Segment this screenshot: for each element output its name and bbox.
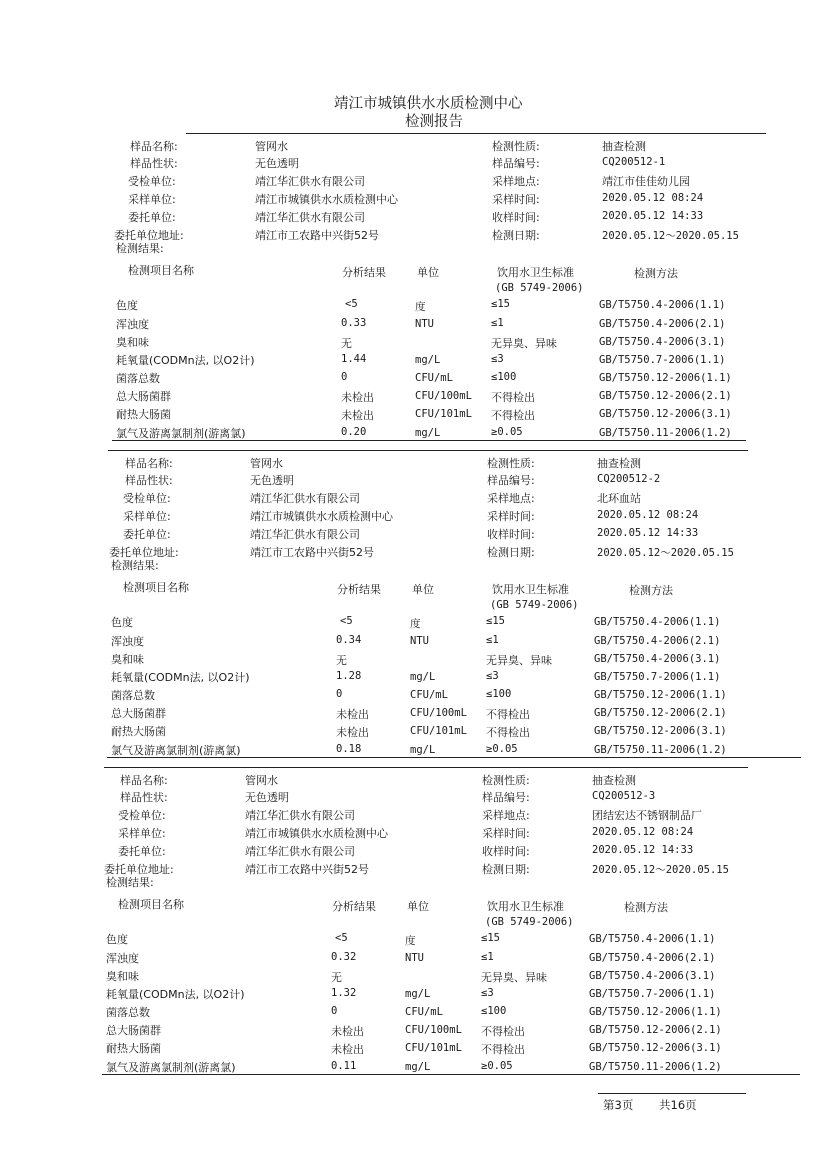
- cell-standard: 不得检出: [491, 409, 535, 422]
- field-value-sample-no: CQ200512-1: [602, 156, 666, 168]
- cell-method: GB/T5750.11-2006(1.2): [594, 744, 727, 756]
- col-header-standard: 饮用水卫生标准: [497, 266, 574, 279]
- cell-method: GB/T5750.4-2006(2.1): [589, 952, 716, 964]
- cell-result: 1.28: [336, 670, 362, 682]
- field-label-sampling-site: 采样地点:: [482, 809, 530, 822]
- cell-result: 1.44: [341, 353, 367, 365]
- cell-unit: mg/L: [410, 671, 436, 683]
- cell-method: GB/T5750.7-2006(1.1): [589, 988, 716, 1000]
- cell-standard: ≤1: [491, 317, 504, 329]
- field-value-sample-no: CQ200512-2: [597, 473, 661, 485]
- col-header-unit: 单位: [407, 900, 429, 913]
- field-value-client-address: 靖江市工农路中兴街52号: [255, 229, 379, 242]
- field-value-test-date: 2020.05.12～2020.05.15: [602, 230, 739, 242]
- col-header-method: 检测方法: [634, 267, 678, 280]
- cell-item: 浑浊度: [106, 952, 139, 965]
- cell-item: 耗氧量(CODMn法, 以O2计): [106, 988, 245, 1001]
- cell-method: GB/T5750.12-2006(1.1): [594, 689, 727, 701]
- field-label-inspected-unit: 受检单位:: [123, 492, 171, 505]
- cell-result: 未检出: [336, 726, 369, 739]
- cell-result: 0.11: [331, 1060, 357, 1072]
- cell-method: GB/T5750.4-2006(3.1): [594, 653, 721, 665]
- field-value-receive-time: 2020.05.12 14:33: [592, 844, 694, 856]
- field-label-receive-time: 收样时间:: [492, 211, 540, 224]
- cell-item: 氯气及游离氯制剂(游离氯): [106, 1061, 236, 1074]
- cell-unit: mg/L: [405, 988, 431, 1000]
- field-label-sampling-unit: 采样单位:: [123, 510, 171, 523]
- cell-method: GB/T5750.12-2006(2.1): [594, 707, 727, 719]
- cell-standard: 不得检出: [481, 1043, 525, 1056]
- field-label-receive-time: 收样时间:: [482, 845, 530, 858]
- field-value-sampling-site: 团结宏达不锈钢制品厂: [592, 809, 702, 822]
- cell-standard: ≤15: [486, 615, 505, 627]
- cell-method: GB/T5750.11-2006(1.2): [589, 1061, 722, 1073]
- cell-unit: CFU/mL: [405, 1006, 443, 1018]
- cell-standard: ≤1: [486, 634, 499, 646]
- field-value-sampling-time: 2020.05.12 08:24: [602, 192, 704, 204]
- cell-standard: ≤1: [481, 951, 494, 963]
- field-label-client-address: 委托单位地址:: [104, 863, 174, 876]
- cell-standard: ≥0.05: [486, 743, 518, 755]
- field-label-sampling-time: 采样时间:: [487, 510, 535, 523]
- cell-result: <5: [340, 615, 353, 627]
- field-label-test-date: 检测日期:: [482, 863, 530, 876]
- field-value-test-date: 2020.05.12～2020.05.15: [592, 864, 729, 876]
- cell-standard: 无异臭、异味: [491, 337, 557, 350]
- cell-method: GB/T5750.12-2006(3.1): [594, 725, 727, 737]
- cell-item: 氯气及游离氯制剂(游离氯): [111, 744, 241, 757]
- field-value-client-address: 靖江市工农路中兴街52号: [245, 863, 369, 876]
- cell-unit: 度: [405, 935, 416, 947]
- field-label-nature: 检测性质:: [487, 457, 535, 470]
- field-label-sample-state: 样品性状:: [130, 157, 178, 170]
- cell-result: 未检出: [341, 391, 374, 404]
- cell-standard: 无异臭、异味: [486, 654, 552, 667]
- results-label: 检测结果:: [106, 876, 154, 889]
- cell-result: <5: [345, 298, 358, 310]
- cell-method: GB/T5750.4-2006(3.1): [589, 970, 716, 982]
- field-label-client-unit: 委托单位:: [118, 845, 166, 858]
- cell-standard: ≤15: [491, 298, 510, 310]
- cell-result: 0.34: [336, 634, 362, 646]
- cell-method: GB/T5750.4-2006(1.1): [589, 933, 716, 945]
- field-value-client-unit: 靖江华汇供水有限公司: [250, 528, 360, 541]
- cell-method: GB/T5750.12-2006(3.1): [599, 408, 732, 420]
- field-value-sampling-site: 北环血站: [597, 492, 641, 505]
- field-label-test-date: 检测日期:: [487, 546, 535, 559]
- field-value-sample-name: 管网水: [245, 774, 278, 787]
- cell-standard: ≤100: [491, 371, 517, 383]
- field-label-sample-no: 样品编号:: [492, 157, 540, 170]
- field-label-receive-time: 收样时间:: [487, 528, 535, 541]
- cell-standard: 不得检出: [486, 726, 530, 739]
- cell-method: GB/T5750.12-2006(1.1): [599, 372, 732, 384]
- field-label-test-date: 检测日期:: [492, 229, 540, 242]
- field-value-inspected-unit: 靖江华汇供水有限公司: [250, 492, 360, 505]
- results-label: 检测结果:: [111, 559, 159, 572]
- cell-method: GB/T5750.4-2006(3.1): [599, 336, 726, 348]
- cell-item: 色度: [111, 616, 133, 629]
- field-label-sampling-time: 采样时间:: [492, 193, 540, 206]
- cell-item: 耐热大肠菌: [106, 1042, 161, 1055]
- col-header-standard: 饮用水卫生标准: [492, 583, 569, 596]
- cell-standard: ≤3: [486, 670, 499, 682]
- cell-item: 臭和味: [111, 653, 144, 666]
- cell-item: 浑浊度: [111, 635, 144, 648]
- col-header-standard-code: (GB 5749-2006): [490, 599, 579, 611]
- cell-method: GB/T5750.7-2006(1.1): [594, 671, 721, 683]
- cell-item: 菌落总数: [106, 1006, 150, 1019]
- field-value-sampling-time: 2020.05.12 08:24: [592, 826, 694, 838]
- cell-method: GB/T5750.4-2006(1.1): [599, 299, 726, 311]
- cell-item: 耐热大肠菌: [111, 725, 166, 738]
- col-header-standard-code: (GB 5749-2006): [485, 916, 574, 928]
- col-header-result: 分析结果: [337, 583, 381, 596]
- field-label-sampling-unit: 采样单位:: [128, 193, 176, 206]
- cell-result: 未检出: [331, 1025, 364, 1038]
- col-header-item: 检测项目名称: [128, 264, 194, 277]
- cell-unit: CFU/mL: [415, 372, 453, 384]
- cell-item: 浑浊度: [116, 318, 149, 331]
- cell-standard: ≤3: [491, 353, 504, 365]
- cell-standard: ≤100: [481, 1005, 507, 1017]
- cell-result: 无: [341, 337, 352, 350]
- cell-result: 0: [331, 1005, 338, 1017]
- field-value-sampling-unit: 靖江市城镇供水水质检测中心: [245, 827, 388, 840]
- field-value-test-date: 2020.05.12～2020.05.15: [597, 547, 734, 559]
- field-label-client-unit: 委托单位:: [123, 528, 171, 541]
- field-label-sampling-site: 采样地点:: [487, 492, 535, 505]
- field-value-sampling-time: 2020.05.12 08:24: [597, 509, 699, 521]
- field-label-sampling-unit: 采样单位:: [118, 827, 166, 840]
- field-value-inspected-unit: 靖江华汇供水有限公司: [245, 809, 355, 822]
- cell-item: 总大肠菌群: [111, 707, 166, 720]
- cell-result: 0: [336, 688, 343, 700]
- cell-standard: ≥0.05: [491, 426, 523, 438]
- cell-result: 无: [331, 971, 342, 984]
- field-label-sampling-site: 采样地点:: [492, 175, 540, 188]
- cell-unit: CFU/101mL: [405, 1042, 462, 1054]
- cell-method: GB/T5750.4-2006(2.1): [594, 635, 721, 647]
- field-value-nature: 抽查检测: [592, 774, 636, 787]
- col-header-unit: 单位: [417, 266, 439, 279]
- cell-standard: 不得检出: [481, 1025, 525, 1038]
- cell-method: GB/T5750.12-2006(2.1): [589, 1024, 722, 1036]
- cell-standard: 无异臭、异味: [481, 971, 547, 984]
- field-label-sample-name: 样品名称:: [120, 774, 168, 787]
- field-label-sample-no: 样品编号:: [482, 791, 530, 804]
- field-label-sampling-time: 采样时间:: [482, 827, 530, 840]
- cell-item: 总大肠菌群: [106, 1024, 161, 1037]
- cell-standard: ≥0.05: [481, 1060, 513, 1072]
- cell-result: 未检出: [336, 708, 369, 721]
- cell-item: 耗氧量(CODMn法, 以O2计): [116, 354, 255, 367]
- field-value-client-address: 靖江市工农路中兴街52号: [250, 546, 374, 559]
- cell-unit: mg/L: [405, 1061, 431, 1073]
- cell-result: 无: [336, 654, 347, 667]
- cell-unit: mg/L: [410, 744, 436, 756]
- field-value-sample-name: 管网水: [250, 457, 283, 470]
- cell-result: 0.18: [336, 743, 362, 755]
- field-value-sample-no: CQ200512-3: [592, 790, 656, 802]
- col-header-result: 分析结果: [332, 900, 376, 913]
- cell-unit: 度: [410, 618, 421, 630]
- field-label-inspected-unit: 受检单位:: [128, 175, 176, 188]
- col-header-standard-code: (GB 5749-2006): [495, 282, 584, 294]
- cell-result: <5: [335, 932, 348, 944]
- cell-method: GB/T5750.4-2006(1.1): [594, 616, 721, 628]
- field-label-inspected-unit: 受检单位:: [118, 809, 166, 822]
- cell-unit: CFU/100mL: [415, 390, 472, 402]
- cell-unit: CFU/100mL: [405, 1024, 462, 1036]
- field-value-sampling-unit: 靖江市城镇供水水质检测中心: [250, 510, 393, 523]
- cell-method: GB/T5750.4-2006(2.1): [599, 318, 726, 330]
- results-label: 检测结果:: [116, 242, 164, 255]
- page-total: 共16页: [659, 1098, 697, 1112]
- cell-item: 氯气及游离氯制剂(游离氯): [116, 427, 246, 440]
- field-value-sampling-unit: 靖江市城镇供水水质检测中心: [255, 193, 398, 206]
- cell-unit: NTU: [405, 952, 424, 964]
- cell-method: GB/T5750.12-2006(3.1): [589, 1042, 722, 1054]
- field-value-sample-name: 管网水: [255, 140, 288, 153]
- field-label-sample-state: 样品性状:: [125, 474, 173, 487]
- field-label-sample-no: 样品编号:: [487, 474, 535, 487]
- field-value-client-unit: 靖江华汇供水有限公司: [245, 845, 355, 858]
- cell-item: 色度: [116, 299, 138, 312]
- cell-method: GB/T5750.12-2006(2.1): [599, 390, 732, 402]
- cell-item: 臭和味: [116, 336, 149, 349]
- cell-method: GB/T5750.12-2006(1.1): [589, 1006, 722, 1018]
- cell-unit: NTU: [415, 318, 434, 330]
- report-title: 靖江市城镇供水水质检测中心: [334, 96, 523, 112]
- col-header-standard: 饮用水卫生标准: [487, 900, 564, 913]
- cell-standard: ≤3: [481, 987, 494, 999]
- col-header-item: 检测项目名称: [123, 581, 189, 594]
- cell-unit: CFU/101mL: [410, 725, 467, 737]
- col-header-unit: 单位: [412, 583, 434, 596]
- cell-unit: NTU: [410, 635, 429, 647]
- report-subtitle: 检测报告: [405, 114, 463, 130]
- cell-result: 0.20: [341, 426, 367, 438]
- cell-method: GB/T5750.11-2006(1.2): [599, 427, 732, 439]
- cell-item: 菌落总数: [111, 689, 155, 702]
- cell-result: 1.32: [331, 987, 357, 999]
- col-header-method: 检测方法: [629, 584, 673, 597]
- page-number: 第3页: [603, 1098, 634, 1112]
- cell-unit: mg/L: [415, 354, 441, 366]
- cell-unit: CFU/mL: [410, 689, 448, 701]
- field-value-client-unit: 靖江华汇供水有限公司: [255, 211, 365, 224]
- field-value-sampling-site: 靖江市佳佳幼儿园: [602, 175, 690, 188]
- field-label-sample-name: 样品名称:: [130, 140, 178, 153]
- cell-item: 臭和味: [106, 970, 139, 983]
- section-rule: [108, 450, 748, 451]
- cell-item: 耐热大肠菌: [116, 408, 171, 421]
- section-rule: [186, 133, 766, 134]
- field-value-receive-time: 2020.05.12 14:33: [597, 527, 699, 539]
- table-bottom-rule: [102, 1074, 800, 1075]
- table-bottom-rule: [112, 440, 746, 441]
- cell-result: 未检出: [341, 409, 374, 422]
- field-label-nature: 检测性质:: [482, 774, 530, 787]
- field-value-nature: 抽查检测: [597, 457, 641, 470]
- col-header-item: 检测项目名称: [118, 898, 184, 911]
- cell-unit: mg/L: [415, 427, 441, 439]
- cell-result: 0: [341, 371, 348, 383]
- field-label-client-address: 委托单位地址:: [109, 546, 179, 559]
- field-value-inspected-unit: 靖江华汇供水有限公司: [255, 175, 365, 188]
- cell-result: 0.32: [331, 951, 357, 963]
- cell-standard: 不得检出: [486, 708, 530, 721]
- field-value-sample-state: 无色透明: [250, 474, 294, 487]
- col-header-method: 检测方法: [624, 901, 668, 914]
- field-value-sample-state: 无色透明: [255, 157, 299, 170]
- field-label-sample-name: 样品名称:: [125, 457, 173, 470]
- cell-item: 色度: [106, 933, 128, 946]
- footer-rule: [598, 1093, 746, 1094]
- field-label-nature: 检测性质:: [492, 140, 540, 153]
- table-bottom-rule: [107, 757, 801, 758]
- field-value-receive-time: 2020.05.12 14:33: [602, 210, 704, 222]
- field-label-client-address: 委托单位地址:: [114, 229, 184, 242]
- cell-standard: 不得检出: [491, 391, 535, 404]
- field-label-sample-state: 样品性状:: [120, 791, 168, 804]
- cell-method: GB/T5750.7-2006(1.1): [599, 354, 726, 366]
- field-value-sample-state: 无色透明: [245, 791, 289, 804]
- cell-result: 0.33: [341, 317, 367, 329]
- cell-unit: 度: [415, 301, 426, 313]
- cell-result: 未检出: [331, 1043, 364, 1056]
- field-label-client-unit: 委托单位:: [128, 211, 176, 224]
- cell-unit: CFU/100mL: [410, 707, 467, 719]
- field-value-nature: 抽查检测: [602, 140, 646, 153]
- cell-item: 总大肠菌群: [116, 390, 171, 403]
- col-header-result: 分析结果: [342, 266, 386, 279]
- cell-standard: ≤100: [486, 688, 512, 700]
- cell-item: 菌落总数: [116, 372, 160, 385]
- section-rule: [104, 767, 748, 768]
- cell-standard: ≤15: [481, 932, 500, 944]
- cell-unit: CFU/101mL: [415, 408, 472, 420]
- cell-item: 耗氧量(CODMn法, 以O2计): [111, 671, 250, 684]
